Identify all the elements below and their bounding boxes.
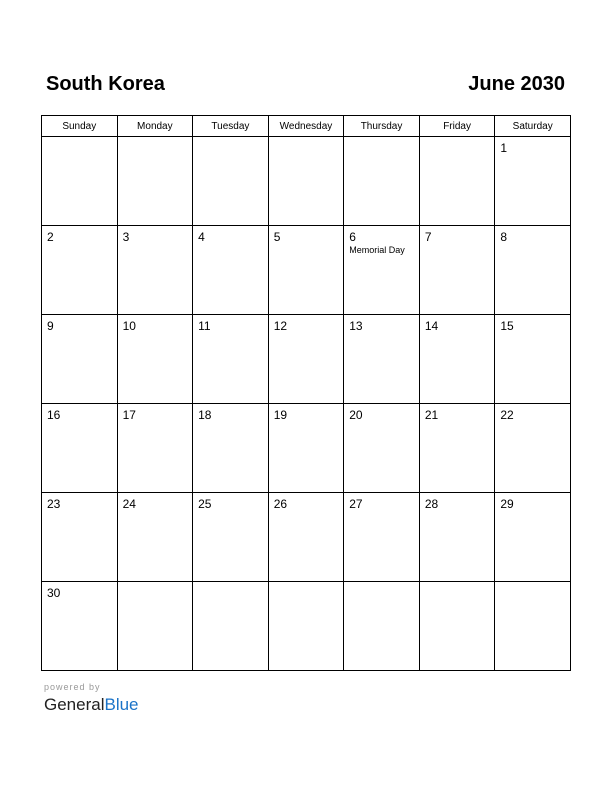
brand-general-text: General [44,695,105,714]
day-cell[interactable] [419,493,495,582]
day-cell[interactable] [344,315,420,404]
day-cell[interactable] [117,226,193,315]
holiday-event-label: Memorial Day [349,245,405,255]
week-row [42,493,571,582]
empty-day-cell [419,137,495,226]
week-row [42,582,571,671]
day-cell[interactable] [42,226,118,315]
day-cell[interactable] [495,137,571,226]
day-cell[interactable] [268,315,344,404]
day-cell[interactable] [193,226,269,315]
day-number: 27 [349,497,363,511]
day-cell[interactable] [495,226,571,315]
day-cell[interactable] [42,493,118,582]
day-number: 8 [500,230,508,244]
empty-day-cell [344,582,420,671]
weekday-header-row [42,116,571,137]
footer-branding [44,682,139,715]
day-cell[interactable] [42,404,118,493]
day-cell[interactable] [193,315,269,404]
day-cell[interactable] [495,404,571,493]
day-number: 9 [47,319,54,333]
day-number: 29 [500,497,514,511]
brand-blue-text: Blue [104,695,139,714]
weekday-header: Monday [117,116,193,137]
day-cell[interactable] [495,315,571,404]
empty-day-cell [193,137,269,226]
day-number: 24 [122,497,136,511]
weekday-header: Sunday [42,116,118,137]
day-number: 11 [198,319,211,333]
day-number: 6 [349,230,356,244]
empty-day-cell [117,582,193,671]
day-number: 30 [47,586,61,600]
brand-logo[interactable] [44,695,139,715]
day-cell[interactable] [419,226,495,315]
day-cell[interactable] [344,404,420,493]
week-row [42,404,571,493]
day-number: 13 [349,319,363,333]
day-number: 10 [122,319,136,333]
day-number: 12 [273,319,288,333]
day-number: 25 [198,497,212,511]
day-number: 28 [424,497,439,511]
empty-day-cell [268,137,344,226]
day-cell[interactable] [495,493,571,582]
day-number: 1 [500,141,508,155]
day-number: 7 [424,230,432,244]
day-number: 19 [273,408,288,422]
day-number: 15 [500,319,514,333]
country-title: South Korea [46,73,165,95]
day-number: 23 [47,497,61,511]
day-cell[interactable] [419,404,495,493]
day-cell[interactable] [193,493,269,582]
calendar-grid [41,115,571,671]
day-cell[interactable] [193,404,269,493]
day-number: 14 [424,319,439,333]
day-cell[interactable] [42,582,118,671]
day-number: 21 [424,408,439,422]
weekday-header: Wednesday [268,116,344,137]
week-row [42,315,571,404]
week-row [42,226,571,315]
day-cell[interactable] [419,315,495,404]
empty-day-cell [193,582,269,671]
day-cell[interactable] [117,493,193,582]
day-number: 20 [349,408,363,422]
day-number: 3 [122,230,130,244]
empty-day-cell [495,582,571,671]
day-cell[interactable] [117,315,193,404]
day-number: 22 [500,408,514,422]
week-row [42,137,571,226]
day-cell[interactable] [344,493,420,582]
day-number: 17 [122,408,136,422]
weekday-header: Friday [419,116,495,137]
day-cell[interactable] [268,226,344,315]
empty-day-cell [419,582,495,671]
month-year-title: June 2030 [468,73,565,95]
empty-day-cell [268,582,344,671]
day-cell[interactable] [268,493,344,582]
day-number: 18 [198,408,212,422]
day-number: 16 [47,408,61,422]
day-number: 4 [198,230,205,244]
empty-day-cell [344,137,420,226]
day-cell[interactable] [344,226,420,315]
weekday-header: Tuesday [193,116,269,137]
day-cell[interactable] [117,404,193,493]
day-cell[interactable] [42,315,118,404]
empty-day-cell [42,137,118,226]
weekday-header: Thursday [344,116,420,137]
empty-day-cell [117,137,193,226]
powered-by-label: powered by [44,682,101,692]
weekday-header: Saturday [495,116,571,137]
day-number: 26 [273,497,288,511]
day-cell[interactable] [268,404,344,493]
day-number: 2 [47,230,54,244]
day-number: 5 [273,230,281,244]
